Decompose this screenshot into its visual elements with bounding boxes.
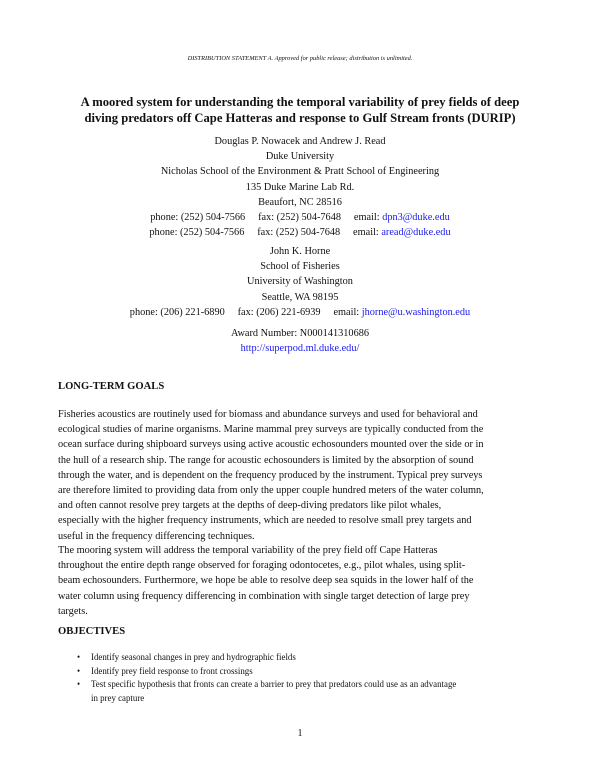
affiliation-line: 135 Duke Marine Lab Rd.	[245, 181, 355, 193]
goals-paragraph-2	[58, 543, 542, 619]
text-line: ecological studies of marine organisms. Marine mammal prey surveys are typically conducted from the	[58, 424, 484, 436]
list-item	[58, 678, 542, 705]
goals-paragraph-1	[58, 407, 542, 544]
list-item-text: in prey capture	[91, 692, 145, 703]
fax: fax: (206) 221-6939	[237, 306, 321, 318]
email-label: email:	[353, 212, 380, 224]
text-line: beam echosounders. Furthermore, we hope be able to resolve deep sea squids in the lower half of the	[58, 575, 474, 587]
text-line: through the water, and is dependent on the frequency produced by the instrument. Typical prey surveys	[58, 469, 483, 481]
author-block-uw	[0, 244, 600, 320]
fax: fax: (252) 504-7648	[258, 212, 342, 224]
list-item	[58, 651, 542, 665]
section-heading-goals: LONG-TERM GOALS	[58, 381, 165, 392]
email-link[interactable]: aread@duke.edu	[381, 227, 451, 239]
text-line: water column using frequency differencing in combination with single target detection of large prey	[58, 590, 470, 602]
page-number: 1	[297, 728, 303, 739]
distribution-statement: DISTRIBUTION STATEMENT A. Approved for public release; distribution is unlimited.	[187, 55, 413, 62]
affiliation-line: Beaufort, NC 28516	[258, 196, 342, 208]
list-item-text: Test specific hypothesis that fronts can create a barrier to prey that predators could use as an advantage	[91, 679, 457, 690]
title-line: A moored system for understanding the temporal variability of prey fields of deep	[80, 95, 520, 109]
paper-title	[40, 95, 560, 126]
bullet-icon: •	[77, 652, 81, 662]
affiliation-line: Seattle, WA 98195	[261, 291, 339, 303]
text-line: ocean surface during shipboard surveys using active acoustic echosounders mounted over the side or in	[58, 439, 484, 451]
award-block	[0, 326, 600, 356]
phone: phone: (206) 221-6890	[129, 306, 225, 318]
email-link[interactable]: jhorne@u.washington.edu	[361, 306, 471, 318]
affiliation-line: School of Fisheries	[260, 261, 340, 273]
list-item-text: Identify prey field response to front crossings	[91, 665, 253, 676]
contact-line	[0, 305, 600, 320]
affiliation-line: University of Washington	[247, 276, 353, 288]
text-line: the hull of a research ship. The range for acoustic echosounders is limited by the absorption of sound	[58, 454, 474, 466]
award-number: Award Number: N000141310686	[230, 328, 370, 339]
section-heading-objectives: OBJECTIVES	[58, 626, 126, 637]
list-item-text: Identify seasonal changes in prey and hydrographic fields	[91, 652, 296, 662]
text-line: especially with the higher frequency instruments, which are needed to resolve small prey targets and	[58, 515, 472, 527]
author-names: John K. Horne	[269, 246, 331, 257]
author-names: Douglas P. Nowacek and Andrew J. Read	[214, 136, 386, 147]
title-line: diving predators off Cape Hatteras and response to Gulf Stream fronts (DURIP)	[84, 110, 516, 125]
text-line: and often cannot resolve prey targets at the depths of deep-diving predators like pilot whales,	[58, 500, 442, 512]
project-url-link[interactable]: http://superpod.ml.duke.edu/	[240, 343, 360, 355]
list-item	[58, 665, 542, 679]
text-line: useful in the frequency differencing techniques.	[58, 530, 255, 542]
text-line: are therefore limited to providing data from only the upper couple hundred meters of the water column,	[58, 485, 484, 497]
text-line: targets.	[58, 605, 88, 617]
objectives-list	[58, 651, 542, 705]
contact-line	[0, 210, 600, 225]
affiliation-line: Nicholas School of the Environment & Pratt School of Engineering	[160, 166, 440, 178]
fax: fax: (252) 504-7648	[257, 227, 341, 239]
text-line: throughout the entire depth range observed for foraging odontocetes, e.g., pilot whales, using split-	[58, 560, 466, 572]
affiliation-line: Duke University	[265, 151, 335, 163]
bullet-icon: •	[77, 665, 81, 676]
email-label: email:	[353, 227, 379, 239]
author-block-duke	[0, 134, 600, 240]
text-line: Fisheries acoustics are routinely used for biomass and abundance surveys and used for behavioral and	[58, 409, 478, 420]
email-link[interactable]: dpn3@duke.edu	[382, 212, 450, 224]
email-label: email:	[333, 306, 360, 318]
text-line: The mooring system will address the temporal variability of the prey field off Cape Hatteras	[58, 545, 438, 556]
phone: phone: (252) 504-7566	[149, 227, 245, 239]
bullet-icon: •	[77, 679, 81, 690]
phone: phone: (252) 504-7566	[150, 212, 246, 224]
contact-line	[0, 225, 600, 240]
